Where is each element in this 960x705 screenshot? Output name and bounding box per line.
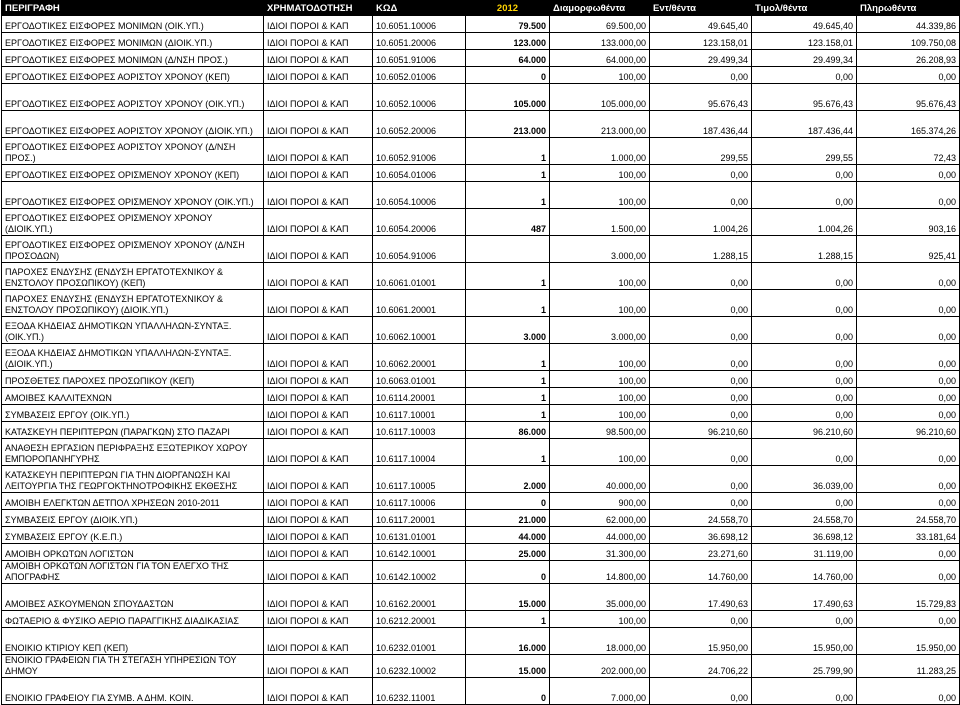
row-invoiced: 0,00 bbox=[752, 371, 857, 388]
row-committed: 24.558,70 bbox=[650, 510, 752, 527]
row-funding: ΙΔΙΟΙ ΠΟΡΟΙ & ΚΑΠ bbox=[264, 236, 373, 263]
row-code: 10.6054.91006 bbox=[373, 236, 466, 263]
table-row bbox=[2, 290, 960, 317]
row-year-2012: 1 bbox=[466, 439, 550, 466]
row-committed: 0,00 bbox=[650, 405, 752, 422]
row-committed: 0,00 bbox=[650, 439, 752, 466]
row-formed: 7.000,00 bbox=[550, 678, 650, 705]
table-row bbox=[2, 527, 960, 544]
row-code: 10.6063.01001 bbox=[373, 371, 466, 388]
row-code: 10.6142.10002 bbox=[373, 561, 466, 584]
row-formed: 100,00 bbox=[550, 290, 650, 317]
row-funding: ΙΔΙΟΙ ΠΟΡΟΙ & ΚΑΠ bbox=[264, 209, 373, 236]
row-formed: 35.000,00 bbox=[550, 584, 650, 611]
row-code: 10.6052.10006 bbox=[373, 84, 466, 111]
row-funding: ΙΔΙΟΙ ΠΟΡΟΙ & ΚΑΠ bbox=[264, 561, 373, 584]
row-year-2012: 64.000 bbox=[466, 50, 550, 67]
row-code: 10.6061.01001 bbox=[373, 263, 466, 290]
header-formed: Διαμορφωθέντα bbox=[550, 1, 650, 16]
row-formed: 100,00 bbox=[550, 611, 650, 628]
row-funding: ΙΔΙΟΙ ΠΟΡΟΙ & ΚΑΠ bbox=[264, 84, 373, 111]
header-code: ΚΩΔ bbox=[373, 1, 466, 16]
row-invoiced: 36.698,12 bbox=[752, 527, 857, 544]
table-row bbox=[2, 405, 960, 422]
row-description: ΕΡΓΟΔΟΤΙΚΕΣ ΕΙΣΦΟΡΕΣ ΟΡΙΣΜΕΝΟΥ ΧΡΟΝΟΥ (ΚΕΠ) bbox=[2, 165, 264, 182]
row-year-2012: 1 bbox=[466, 165, 550, 182]
row-committed: 24.706,22 bbox=[650, 655, 752, 678]
row-formed: 133.000,00 bbox=[550, 33, 650, 50]
row-year-2012: 1 bbox=[466, 371, 550, 388]
table-row bbox=[2, 439, 960, 466]
row-funding: ΙΔΙΟΙ ΠΟΡΟΙ & ΚΑΠ bbox=[264, 138, 373, 165]
row-code: 10.6062.10001 bbox=[373, 317, 466, 344]
row-formed: 105.000,00 bbox=[550, 84, 650, 111]
row-funding: ΙΔΙΟΙ ΠΟΡΟΙ & ΚΑΠ bbox=[264, 405, 373, 422]
row-formed: 44.000,00 bbox=[550, 527, 650, 544]
row-paid: 0,00 bbox=[857, 290, 960, 317]
row-code: 10.6054.10006 bbox=[373, 182, 466, 209]
row-description: ΕΡΓΟΔΟΤΙΚΕΣ ΕΙΣΦΟΡΕΣ ΟΡΙΣΜΕΝΟΥ ΧΡΟΝΟΥ (ΔΙΟΙΚ.ΥΠ.) bbox=[2, 209, 264, 236]
row-description: ΠΡΟΣΘΕΤΕΣ ΠΑΡΟΧΕΣ ΠΡΟΣΩΠΙΚΟΥ (ΚΕΠ) bbox=[2, 371, 264, 388]
row-paid: 0,00 bbox=[857, 67, 960, 84]
row-code: 10.6061.20001 bbox=[373, 290, 466, 317]
row-code: 10.6232.10002 bbox=[373, 655, 466, 678]
row-invoiced: 0,00 bbox=[752, 344, 857, 371]
row-invoiced: 1.004,26 bbox=[752, 209, 857, 236]
row-paid: 925,41 bbox=[857, 236, 960, 263]
table-row bbox=[2, 317, 960, 344]
row-formed: 100,00 bbox=[550, 67, 650, 84]
row-committed: 49.645,40 bbox=[650, 16, 752, 33]
row-formed: 100,00 bbox=[550, 388, 650, 405]
row-code: 10.6117.20001 bbox=[373, 510, 466, 527]
row-paid: 0,00 bbox=[857, 165, 960, 182]
row-paid: 0,00 bbox=[857, 344, 960, 371]
row-year-2012: 15.000 bbox=[466, 584, 550, 611]
row-invoiced: 0,00 bbox=[752, 493, 857, 510]
row-year-2012: 0 bbox=[466, 561, 550, 584]
row-description: ΕΡΓΟΔΟΤΙΚΕΣ ΕΙΣΦΟΡΕΣ ΑΟΡΙΣΤΟΥ ΧΡΟΝΟΥ (ΟΙΚ.ΥΠ.) bbox=[2, 84, 264, 111]
table-row bbox=[2, 84, 960, 111]
row-paid: 0,00 bbox=[857, 388, 960, 405]
row-funding: ΙΔΙΟΙ ΠΟΡΟΙ & ΚΑΠ bbox=[264, 111, 373, 138]
row-committed: 0,00 bbox=[650, 371, 752, 388]
table-row bbox=[2, 182, 960, 209]
row-description: ΣΥΜΒΑΣΕΙΣ ΕΡΓΟΥ (ΟΙΚ.ΥΠ.) bbox=[2, 405, 264, 422]
table-row bbox=[2, 236, 960, 263]
row-funding: ΙΔΙΟΙ ΠΟΡΟΙ & ΚΑΠ bbox=[264, 466, 373, 493]
table-row bbox=[2, 655, 960, 678]
row-code: 10.6117.10003 bbox=[373, 422, 466, 439]
row-formed: 1.000,00 bbox=[550, 138, 650, 165]
row-formed: 31.300,00 bbox=[550, 544, 650, 561]
row-year-2012: 1 bbox=[466, 344, 550, 371]
row-invoiced: 1.288,15 bbox=[752, 236, 857, 263]
row-formed: 100,00 bbox=[550, 182, 650, 209]
row-description: ΕΡΓΟΔΟΤΙΚΕΣ ΕΙΣΦΟΡΕΣ ΜΟΝΙΜΩΝ (Δ/ΝΣΗ ΠΡΟΣ.) bbox=[2, 50, 264, 67]
header-description: ΠΕΡΙΓΡΑΦΗ bbox=[2, 1, 264, 16]
row-formed: 213.000,00 bbox=[550, 111, 650, 138]
row-invoiced: 49.645,40 bbox=[752, 16, 857, 33]
row-year-2012: 123.000 bbox=[466, 33, 550, 50]
row-paid: 44.339,86 bbox=[857, 16, 960, 33]
row-formed: 100,00 bbox=[550, 263, 650, 290]
table-row bbox=[2, 584, 960, 611]
row-paid: 11.283,25 bbox=[857, 655, 960, 678]
row-funding: ΙΔΙΟΙ ΠΟΡΟΙ & ΚΑΠ bbox=[264, 50, 373, 67]
row-year-2012: 1 bbox=[466, 388, 550, 405]
row-funding: ΙΔΙΟΙ ΠΟΡΟΙ & ΚΑΠ bbox=[264, 422, 373, 439]
row-committed: 95.676,43 bbox=[650, 84, 752, 111]
row-committed: 0,00 bbox=[650, 263, 752, 290]
row-description: ΑΜΟΙΒΗ ΟΡΚΩΤΩΝ ΛΟΓΙΣΤΩΝ ΓΙΑ ΤΟΝ ΕΛΕΓΧΟ ΤΗΣ ΑΠΟΓΡΑΦΗΣ bbox=[2, 561, 264, 584]
row-code: 10.6052.91006 bbox=[373, 138, 466, 165]
header-row bbox=[2, 1, 960, 16]
row-committed: 0,00 bbox=[650, 466, 752, 493]
row-year-2012 bbox=[466, 236, 550, 263]
row-code: 10.6114.20001 bbox=[373, 388, 466, 405]
row-code: 10.6142.10001 bbox=[373, 544, 466, 561]
row-code: 10.6212.20001 bbox=[373, 611, 466, 628]
row-year-2012: 86.000 bbox=[466, 422, 550, 439]
row-funding: ΙΔΙΟΙ ΠΟΡΟΙ & ΚΑΠ bbox=[264, 33, 373, 50]
row-formed: 202.000,00 bbox=[550, 655, 650, 678]
row-year-2012: 79.500 bbox=[466, 16, 550, 33]
row-invoiced: 0,00 bbox=[752, 263, 857, 290]
table-row bbox=[2, 388, 960, 405]
row-code: 10.6054.20006 bbox=[373, 209, 466, 236]
row-formed: 98.500,00 bbox=[550, 422, 650, 439]
row-paid: 15.729,83 bbox=[857, 584, 960, 611]
row-description: ΑΝΑΘΕΣΗ ΕΡΓΑΣΙΩΝ ΠΕΡΙΦΡΑΞΗΣ ΕΞΩΤΕΡΙΚΟΥ ΧΩΡΟΥ ΕΜΠΟΡΟΠΑΝΗΓΥΡΗΣ bbox=[2, 439, 264, 466]
table-row bbox=[2, 33, 960, 50]
row-invoiced: 0,00 bbox=[752, 611, 857, 628]
row-year-2012: 21.000 bbox=[466, 510, 550, 527]
row-description: ΠΑΡΟΧΕΣ ΕΝΔΥΣΗΣ (ΕΝΔΥΣΗ ΕΡΓΑΤΟΤΕΧΝΙΚΟΥ & ΕΝΣΤΟΛΟΥ ΠΡΟΣΩΠΙΚΟΥ) (ΔΙΟΙΚ.ΥΠ.) bbox=[2, 290, 264, 317]
row-committed: 14.760,00 bbox=[650, 561, 752, 584]
row-paid: 0,00 bbox=[857, 263, 960, 290]
table-row bbox=[2, 611, 960, 628]
row-invoiced: 0,00 bbox=[752, 439, 857, 466]
header-funding: ΧΡΗΜΑΤΟΔΟΤΗΣΗ bbox=[264, 1, 373, 16]
row-committed: 0,00 bbox=[650, 290, 752, 317]
row-code: 10.6051.91006 bbox=[373, 50, 466, 67]
row-code: 10.6232.11001 bbox=[373, 678, 466, 705]
row-formed: 3.000,00 bbox=[550, 317, 650, 344]
table-row bbox=[2, 466, 960, 493]
row-invoiced: 0,00 bbox=[752, 290, 857, 317]
row-committed: 23.271,60 bbox=[650, 544, 752, 561]
row-description: ΦΩΤΑΕΡΙΟ & ΦΥΣΙΚΟ ΑΕΡΙΟ ΠΑΡΑΓΓΙΚΗΣ ΔΙΑΔΙΚΑΣΙΑΣ bbox=[2, 611, 264, 628]
row-funding: ΙΔΙΟΙ ΠΟΡΟΙ & ΚΑΠ bbox=[264, 655, 373, 678]
table-row bbox=[2, 165, 960, 182]
row-invoiced: 187.436,44 bbox=[752, 111, 857, 138]
row-formed: 100,00 bbox=[550, 344, 650, 371]
row-invoiced: 0,00 bbox=[752, 182, 857, 209]
row-code: 10.6062.20001 bbox=[373, 344, 466, 371]
row-code: 10.6052.01006 bbox=[373, 67, 466, 84]
header-year: 2012 bbox=[466, 1, 550, 16]
row-code: 10.6117.10004 bbox=[373, 439, 466, 466]
row-committed: 17.490,63 bbox=[650, 584, 752, 611]
row-invoiced: 24.558,70 bbox=[752, 510, 857, 527]
row-code: 10.6131.01001 bbox=[373, 527, 466, 544]
row-formed: 900,00 bbox=[550, 493, 650, 510]
row-invoiced: 0,00 bbox=[752, 67, 857, 84]
row-year-2012: 0 bbox=[466, 678, 550, 705]
row-code: 10.6117.10005 bbox=[373, 466, 466, 493]
table-row bbox=[2, 344, 960, 371]
row-description: ΕΡΓΟΔΟΤΙΚΕΣ ΕΙΣΦΟΡΕΣ ΟΡΙΣΜΕΝΟΥ ΧΡΟΝΟΥ (Δ/ΝΣΗ ΠΡΟΣΟΔΩΝ) bbox=[2, 236, 264, 263]
row-year-2012: 44.000 bbox=[466, 527, 550, 544]
row-paid: 72,43 bbox=[857, 138, 960, 165]
row-year-2012: 1 bbox=[466, 138, 550, 165]
row-paid: 96.210,60 bbox=[857, 422, 960, 439]
row-paid: 109.750,08 bbox=[857, 33, 960, 50]
row-formed: 100,00 bbox=[550, 439, 650, 466]
row-description: ΑΜΟΙΒΗ ΟΡΚΩΤΩΝ ΛΟΓΙΣΤΩΝ bbox=[2, 544, 264, 561]
row-invoiced: 15.950,00 bbox=[752, 628, 857, 655]
row-description: ΕΡΓΟΔΟΤΙΚΕΣ ΕΙΣΦΟΡΕΣ ΑΟΡΙΣΤΟΥ ΧΡΟΝΟΥ (ΚΕΠ) bbox=[2, 67, 264, 84]
header-invoiced: Τιμολ/θέντα bbox=[752, 1, 857, 16]
row-paid: 0,00 bbox=[857, 371, 960, 388]
row-paid: 95.676,43 bbox=[857, 84, 960, 111]
row-description: ΕΡΓΟΔΟΤΙΚΕΣ ΕΙΣΦΟΡΕΣ ΑΟΡΙΣΤΟΥ ΧΡΟΝΟΥ (Δ/ΝΣΗ ΠΡΟΣ.) bbox=[2, 138, 264, 165]
row-paid: 0,00 bbox=[857, 561, 960, 584]
table-row bbox=[2, 628, 960, 655]
row-year-2012: 487 bbox=[466, 209, 550, 236]
row-committed: 0,00 bbox=[650, 611, 752, 628]
row-paid: 0,00 bbox=[857, 182, 960, 209]
row-funding: ΙΔΙΟΙ ΠΟΡΟΙ & ΚΑΠ bbox=[264, 317, 373, 344]
row-year-2012: 1 bbox=[466, 182, 550, 209]
row-paid: 0,00 bbox=[857, 611, 960, 628]
row-committed: 1.288,15 bbox=[650, 236, 752, 263]
row-formed: 3.000,00 bbox=[550, 236, 650, 263]
table-row bbox=[2, 422, 960, 439]
row-invoiced: 96.210,60 bbox=[752, 422, 857, 439]
row-paid: 0,00 bbox=[857, 439, 960, 466]
row-formed: 100,00 bbox=[550, 165, 650, 182]
row-formed: 62.000,00 bbox=[550, 510, 650, 527]
row-code: 10.6051.20006 bbox=[373, 33, 466, 50]
row-year-2012: 3.000 bbox=[466, 317, 550, 344]
row-invoiced: 31.119,00 bbox=[752, 544, 857, 561]
row-description: ΚΑΤΑΣΚΕΥΗ ΠΕΡΙΠΤΕΡΩΝ ΓΙΑ ΤΗΝ ΔΙΟΡΓΑΝΩΣΗ ΚΑΙ ΛΕΙΤΟΥΡΓΙΑ ΤΗΣ ΓΕΩΡΓΟΚΤΗΝΟΤΡΟΦΙΚΗΣ ΕΚΘΕΣΗΣ bbox=[2, 466, 264, 493]
row-formed: 69.500,00 bbox=[550, 16, 650, 33]
row-description: ΠΑΡΟΧΕΣ ΕΝΔΥΣΗΣ (ΕΝΔΥΣΗ ΕΡΓΑΤΟΤΕΧΝΙΚΟΥ & ΕΝΣΤΟΛΟΥ ΠΡΟΣΩΠΙΚΟΥ) (ΚΕΠ) bbox=[2, 263, 264, 290]
row-paid: 0,00 bbox=[857, 405, 960, 422]
row-description: ΣΥΜΒΑΣΕΙΣ ΕΡΓΟΥ (ΔΙΟΙΚ.ΥΠ.) bbox=[2, 510, 264, 527]
row-description: ΚΑΤΑΣΚΕΥΗ ΠΕΡΙΠΤΕΡΩΝ (ΠΑΡΑΓΚΩΝ) ΣΤΟ ΠΑΖΑΡΙ bbox=[2, 422, 264, 439]
row-invoiced: 123.158,01 bbox=[752, 33, 857, 50]
row-year-2012: 105.000 bbox=[466, 84, 550, 111]
row-invoiced: 0,00 bbox=[752, 405, 857, 422]
row-description: ΣΥΜΒΑΣΕΙΣ ΕΡΓΟΥ (Κ.Ε.Π.) bbox=[2, 527, 264, 544]
table-row bbox=[2, 510, 960, 527]
row-paid: 903,16 bbox=[857, 209, 960, 236]
row-funding: ΙΔΙΟΙ ΠΟΡΟΙ & ΚΑΠ bbox=[264, 628, 373, 655]
row-formed: 14.800,00 bbox=[550, 561, 650, 584]
row-formed: 1.500,00 bbox=[550, 209, 650, 236]
row-year-2012: 1 bbox=[466, 611, 550, 628]
table-row bbox=[2, 544, 960, 561]
row-paid: 24.558,70 bbox=[857, 510, 960, 527]
row-description: ΕΝΟΙΚΙΟ ΓΡΑΦΕΙΩΝ ΓΙΑ ΤΗ ΣΤΕΓΑΣΗ ΥΠΗΡΕΣΙΩΝ ΤΟΥ ΔΗΜΟΥ bbox=[2, 655, 264, 678]
table-row bbox=[2, 16, 960, 33]
row-description: ΑΜΟΙΒΗ ΕΛΕΓΚΤΩΝ ΔΕΤΠΟΛ ΧΡΗΣΕΩΝ 2010-2011 bbox=[2, 493, 264, 510]
row-paid: 0,00 bbox=[857, 544, 960, 561]
row-funding: ΙΔΙΟΙ ΠΟΡΟΙ & ΚΑΠ bbox=[264, 493, 373, 510]
row-committed: 0,00 bbox=[650, 493, 752, 510]
row-committed: 0,00 bbox=[650, 317, 752, 344]
table-row bbox=[2, 209, 960, 236]
row-committed: 0,00 bbox=[650, 388, 752, 405]
row-committed: 15.950,00 bbox=[650, 628, 752, 655]
table-row bbox=[2, 678, 960, 705]
row-description: ΕΡΓΟΔΟΤΙΚΕΣ ΕΙΣΦΟΡΕΣ ΟΡΙΣΜΕΝΟΥ ΧΡΟΝΟΥ (ΟΙΚ.ΥΠ.) bbox=[2, 182, 264, 209]
row-committed: 0,00 bbox=[650, 344, 752, 371]
row-description: ΕΝΟΙΚΙΟ ΚΤΙΡΙΟΥ ΚΕΠ (ΚΕΠ) bbox=[2, 628, 264, 655]
row-funding: ΙΔΙΟΙ ΠΟΡΟΙ & ΚΑΠ bbox=[264, 67, 373, 84]
row-description: ΕΡΓΟΔΟΤΙΚΕΣ ΕΙΣΦΟΡΕΣ ΜΟΝΙΜΩΝ (ΔΙΟΙΚ.ΥΠ.) bbox=[2, 33, 264, 50]
row-paid: 33.181,64 bbox=[857, 527, 960, 544]
row-funding: ΙΔΙΟΙ ΠΟΡΟΙ & ΚΑΠ bbox=[264, 510, 373, 527]
row-year-2012: 0 bbox=[466, 493, 550, 510]
row-invoiced: 17.490,63 bbox=[752, 584, 857, 611]
row-description: ΑΜΟΙΒΕΣ ΑΣΚΟΥΜΕΝΩΝ ΣΠΟΥΔΑΣΤΩΝ bbox=[2, 584, 264, 611]
row-invoiced: 0,00 bbox=[752, 165, 857, 182]
row-committed: 29.499,34 bbox=[650, 50, 752, 67]
row-funding: ΙΔΙΟΙ ΠΟΡΟΙ & ΚΑΠ bbox=[264, 290, 373, 317]
row-description: ΕΞΟΔΑ ΚΗΔΕΙΑΣ ΔΗΜΟΤΙΚΩΝ ΥΠΑΛΛΗΛΩΝ-ΣΥΝΤΑΞ. (ΔΙΟΙΚ.ΥΠ.) bbox=[2, 344, 264, 371]
row-funding: ΙΔΙΟΙ ΠΟΡΟΙ & ΚΑΠ bbox=[264, 388, 373, 405]
row-formed: 100,00 bbox=[550, 405, 650, 422]
row-invoiced: 0,00 bbox=[752, 388, 857, 405]
row-year-2012: 1 bbox=[466, 405, 550, 422]
row-funding: ΙΔΙΟΙ ΠΟΡΟΙ & ΚΑΠ bbox=[264, 439, 373, 466]
row-formed: 64.000,00 bbox=[550, 50, 650, 67]
row-paid: 0,00 bbox=[857, 678, 960, 705]
row-year-2012: 0 bbox=[466, 67, 550, 84]
row-code: 10.6117.10006 bbox=[373, 493, 466, 510]
row-formed: 40.000,00 bbox=[550, 466, 650, 493]
row-code: 10.6052.20006 bbox=[373, 111, 466, 138]
row-year-2012: 1 bbox=[466, 290, 550, 317]
row-year-2012: 213.000 bbox=[466, 111, 550, 138]
row-funding: ΙΔΙΟΙ ΠΟΡΟΙ & ΚΑΠ bbox=[264, 611, 373, 628]
table-row bbox=[2, 50, 960, 67]
table-row bbox=[2, 371, 960, 388]
row-description: ΕΝΟΙΚΙΟ ΓΡΑΦΕΙΟΥ ΓΙΑ ΣΥΜΒ. Α ΔΗΜ. ΚΟΙΝ. bbox=[2, 678, 264, 705]
row-paid: 0,00 bbox=[857, 466, 960, 493]
row-formed: 100,00 bbox=[550, 371, 650, 388]
row-code: 10.6162.20001 bbox=[373, 584, 466, 611]
row-paid: 26.208,93 bbox=[857, 50, 960, 67]
table-row bbox=[2, 263, 960, 290]
row-committed: 0,00 bbox=[650, 67, 752, 84]
row-invoiced: 0,00 bbox=[752, 678, 857, 705]
row-committed: 299,55 bbox=[650, 138, 752, 165]
header-committed: Εντ/θέντα bbox=[650, 1, 752, 16]
row-committed: 1.004,26 bbox=[650, 209, 752, 236]
row-description: ΕΞΟΔΑ ΚΗΔΕΙΑΣ ΔΗΜΟΤΙΚΩΝ ΥΠΑΛΛΗΛΩΝ-ΣΥΝΤΑΞ. (ΟΙΚ.ΥΠ.) bbox=[2, 317, 264, 344]
row-funding: ΙΔΙΟΙ ΠΟΡΟΙ & ΚΑΠ bbox=[264, 16, 373, 33]
row-code: 10.6117.10001 bbox=[373, 405, 466, 422]
row-code: 10.6232.01001 bbox=[373, 628, 466, 655]
row-year-2012: 1 bbox=[466, 263, 550, 290]
row-funding: ΙΔΙΟΙ ΠΟΡΟΙ & ΚΑΠ bbox=[264, 527, 373, 544]
budget-table bbox=[1, 0, 960, 705]
row-description: ΕΡΓΟΔΟΤΙΚΕΣ ΕΙΣΦΟΡΕΣ ΑΟΡΙΣΤΟΥ ΧΡΟΝΟΥ (ΔΙΟΙΚ.ΥΠ.) bbox=[2, 111, 264, 138]
row-invoiced: 299,55 bbox=[752, 138, 857, 165]
row-funding: ΙΔΙΟΙ ΠΟΡΟΙ & ΚΑΠ bbox=[264, 544, 373, 561]
row-code: 10.6051.10006 bbox=[373, 16, 466, 33]
table-row bbox=[2, 561, 960, 584]
row-funding: ΙΔΙΟΙ ΠΟΡΟΙ & ΚΑΠ bbox=[264, 182, 373, 209]
row-committed: 96.210,60 bbox=[650, 422, 752, 439]
row-paid: 0,00 bbox=[857, 317, 960, 344]
row-formed: 18.000,00 bbox=[550, 628, 650, 655]
row-year-2012: 25.000 bbox=[466, 544, 550, 561]
row-funding: ΙΔΙΟΙ ΠΟΡΟΙ & ΚΑΠ bbox=[264, 678, 373, 705]
row-year-2012: 15.000 bbox=[466, 655, 550, 678]
row-invoiced: 14.760,00 bbox=[752, 561, 857, 584]
row-year-2012: 2.000 bbox=[466, 466, 550, 493]
row-funding: ΙΔΙΟΙ ΠΟΡΟΙ & ΚΑΠ bbox=[264, 371, 373, 388]
row-description: ΕΡΓΟΔΟΤΙΚΕΣ ΕΙΣΦΟΡΕΣ ΜΟΝΙΜΩΝ (ΟΙΚ.ΥΠ.) bbox=[2, 16, 264, 33]
row-invoiced: 36.039,00 bbox=[752, 466, 857, 493]
table-row bbox=[2, 493, 960, 510]
row-committed: 36.698,12 bbox=[650, 527, 752, 544]
row-invoiced: 0,00 bbox=[752, 317, 857, 344]
row-committed: 0,00 bbox=[650, 165, 752, 182]
row-paid: 165.374,26 bbox=[857, 111, 960, 138]
row-invoiced: 95.676,43 bbox=[752, 84, 857, 111]
row-committed: 187.436,44 bbox=[650, 111, 752, 138]
row-committed: 123.158,01 bbox=[650, 33, 752, 50]
row-invoiced: 25.799,90 bbox=[752, 655, 857, 678]
row-invoiced: 29.499,34 bbox=[752, 50, 857, 67]
row-code: 10.6054.01006 bbox=[373, 165, 466, 182]
header-paid: Πληρωθέντα bbox=[857, 1, 960, 16]
row-funding: ΙΔΙΟΙ ΠΟΡΟΙ & ΚΑΠ bbox=[264, 344, 373, 371]
row-paid: 15.950,00 bbox=[857, 628, 960, 655]
table-row bbox=[2, 138, 960, 165]
row-committed: 0,00 bbox=[650, 182, 752, 209]
row-year-2012: 16.000 bbox=[466, 628, 550, 655]
row-funding: ΙΔΙΟΙ ΠΟΡΟΙ & ΚΑΠ bbox=[264, 263, 373, 290]
row-committed: 0,00 bbox=[650, 678, 752, 705]
row-paid: 0,00 bbox=[857, 493, 960, 510]
row-funding: ΙΔΙΟΙ ΠΟΡΟΙ & ΚΑΠ bbox=[264, 584, 373, 611]
table-row bbox=[2, 67, 960, 84]
row-funding: ΙΔΙΟΙ ΠΟΡΟΙ & ΚΑΠ bbox=[264, 165, 373, 182]
row-description: ΑΜΟΙΒΕΣ ΚΑΛΛΙΤΕΧΝΩΝ bbox=[2, 388, 264, 405]
table-row bbox=[2, 111, 960, 138]
